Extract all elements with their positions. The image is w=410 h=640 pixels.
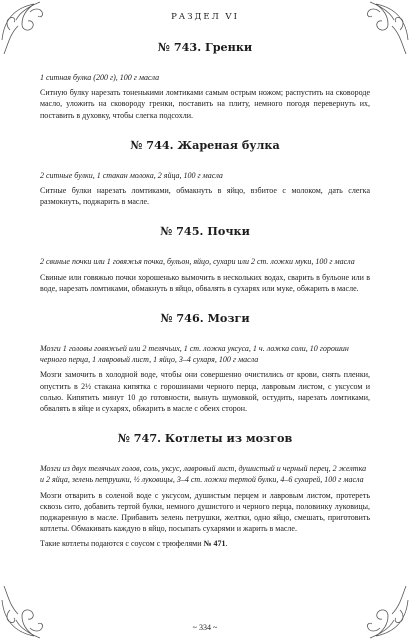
recipe-text: Мозги замочить в холодной воде, чтобы они совершенно очистились от крови, снять пленки, опустить в 2½ стакана кипятка с горошинами черного перца, лавровым листом, с уксусом и солью. Кипятить минут 10 до готовности, вынуть шумовкой, остудить, нарезать ломтиками, обвалять в яйце и сухарях, обжарить в масле с обеих сторон. <box>40 370 370 414</box>
recipe-ingredients: Мозги из двух телячьих голов, соль, уксус, лавровый лист, душистый и черный перец, 2 желтка и 2 яйца, зелень петрушки, ½ луковицы, 3–4 ст. ложки тертой булки, 4–6 сухарей, 100 г масла <box>40 464 367 485</box>
recipe-text: Ситные булки нарезать ломтиками, обмакнуть в яйцо, взбитое с молоком, дать слегка размокнуть, поджарить в масле. <box>40 186 370 207</box>
recipe-743 <box>40 40 370 121</box>
note-end: . <box>225 539 228 549</box>
section-header: РАЗДЕЛ VI <box>171 12 239 22</box>
recipe-title: № 745. Почки <box>160 224 250 239</box>
note-reference: № 471 <box>203 539 226 549</box>
recipe-ingredients: 1 ситная булка (200 г), 100 г масла <box>40 73 160 82</box>
recipe-text: Ситную булку нарезать тоненькими ломтиками самым острым ножом; распустить на сковороде масло, уложить на сковороду гренки, поставить на плиту, немного погодя перевернуть их, поставить в духовку, чтобы слегка подсохли. <box>40 88 370 120</box>
recipe-ingredients: Мозги 1 головы говяжьей или 2 телячьих, 1 ст. ложка уксуса, 1 ч. ложка соли, 10 горошин черного перца, 1 лавровый лист, 1 яйцо, 3–4 сухаря, 100 г масла <box>40 344 349 365</box>
recipe-note <box>40 538 370 549</box>
recipe-text: Свиные или говяжью почки хорошенько вымочить в нескольких водах, сварить в бульоне или в воде, нарезать ломтиками, обмакнуть в яйцо, обвалять в сухарях или муке, обжарить в масле. <box>40 272 370 293</box>
recipe-745 <box>40 224 370 294</box>
recipe-text: Мозги отварить в соленой воде с уксусом, душистым перцем и лавровым листом, протереть сквозь сито, добавить тертой булки, немного душистого и черного перца, половинку луковицы, поджаренную в масле. Прибавить зелень петрушки, желтки, одно яйцо, смешать, приготовить котлеты. Обмакивать каждую в яйцо, посыпать сухарями и жарить в масле. <box>40 490 370 534</box>
recipe-ingredients: 2 свиные почки или 1 говяжья почка, бульон, яйцо, сухари или 2 ст. ложки муки, 100 г масла <box>40 257 355 267</box>
recipe-title: № 747. Котлеты из мозгов <box>117 431 293 446</box>
recipe-747 <box>40 431 370 549</box>
recipe-ingredients: 2 ситные булки, 1 стакан молока, 2 яйца, 100 г масла <box>40 170 223 180</box>
recipe-title: № 744. Жареная булка <box>130 137 280 152</box>
note-text: Такие котлеты подаются с соусом с трюфелями <box>40 539 204 549</box>
recipe-title: № 743. Гренки <box>157 40 253 54</box>
recipe-746 <box>40 311 370 414</box>
recipe-title: № 746. Мозги <box>160 311 250 326</box>
recipe-744 <box>40 138 370 208</box>
page-content <box>40 40 370 567</box>
page-number: ~ 334 ~ <box>192 623 218 632</box>
